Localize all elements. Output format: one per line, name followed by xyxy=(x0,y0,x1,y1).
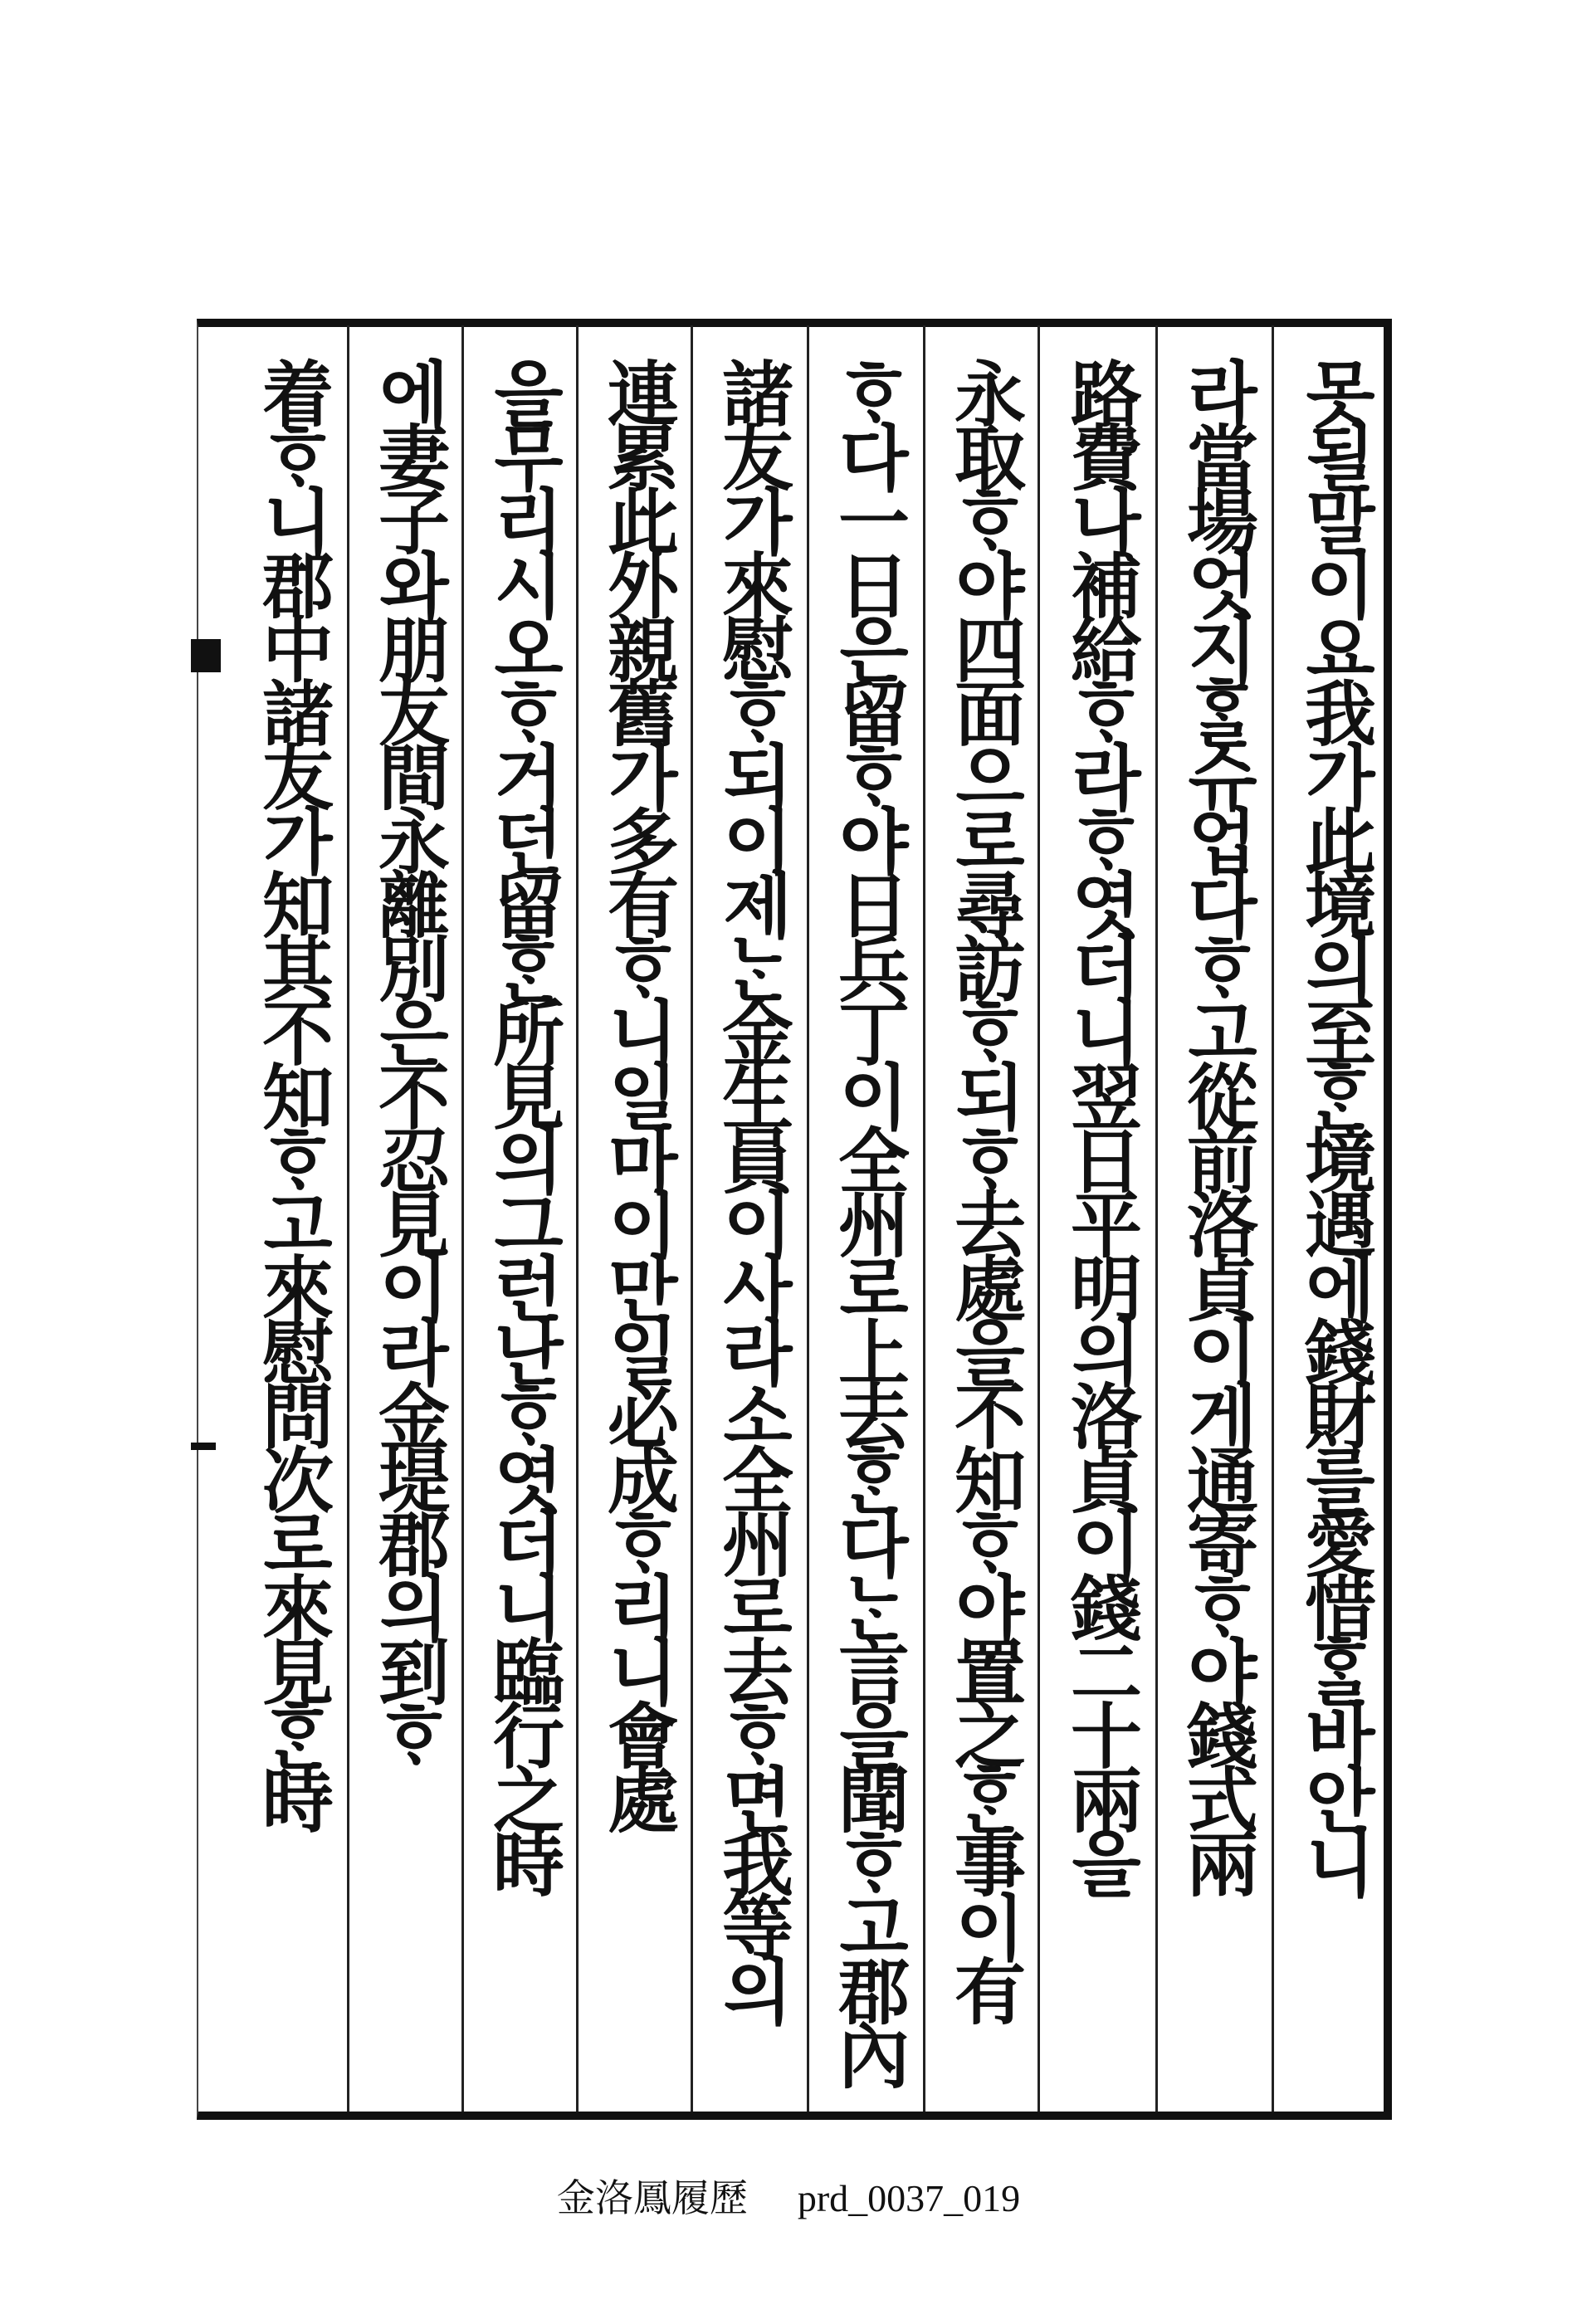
text-column-4: 永取ᄒᆞ야四面으로尋訪ᄒᆞ되ᄒᆞ去處을不知ᄒᆞ야置之ᄒᆞᆫ事이有 xyxy=(942,357,1025,2019)
text-column-7: 連累此外親舊가多有ᄒᆞ니일마이만일必成ᄒᆞ리니會處 xyxy=(595,357,678,1827)
text-column-5: ᄒᆞ다一日은留ᄒᆞ야日兵丁이全州로上去ᄒᆞᆫ다ᄂᆞᆫ言을聞ᄒᆞ고郡內 xyxy=(826,357,909,2082)
column-rule xyxy=(1038,325,1040,2112)
text-column-10: 着ᄒᆞ니郡中諸友가知其不知ᄒᆞ고來慰問次로來見ᄒᆞᆫ時 xyxy=(250,357,333,1827)
text-column-6: 諸友가來慰ᄒᆞ되이제ᄂᆞᆫ金生員이사라소全州로去ᄒᆞ면我等의 xyxy=(710,357,793,2019)
column-rule xyxy=(347,325,349,2112)
column-rule xyxy=(807,325,809,2112)
column-rule xyxy=(691,325,693,2112)
text-column-2: 라當場엇지ᄒᆞᆯ슈업다ᄒᆞ고從前洛貞이게通寄ᄒᆞ야錢式兩 xyxy=(1174,357,1257,1891)
binding-mark xyxy=(191,639,221,672)
page-caption xyxy=(0,2168,1577,2223)
text-column-9: 에妻子와朋友間永離別은不忍見이라金堤郡의到ᄒᆞ xyxy=(366,357,449,1763)
caption-title: 金洛鳳履歷 xyxy=(556,2177,748,2219)
text-column-3: 路費나補給ᄒᆞ라ᄒᆞ엿더니翌日平明의洛貞이錢二十兩을 xyxy=(1058,357,1141,1891)
caption-code: prd_0037_019 xyxy=(797,2177,1021,2219)
column-rule xyxy=(576,325,579,2112)
column-rule xyxy=(1155,325,1158,2112)
column-rule xyxy=(1272,325,1274,2112)
column-rule xyxy=(461,325,464,2112)
binding-mark xyxy=(191,1443,216,1450)
text-column-8: 을무리시오ᄒᆞ거던留ᄒᆞᆫ所見의그런난ᄒᆞ엿더니臨行之時 xyxy=(481,357,564,1891)
text-column-1: 못될말이요我가此境의至ᄒᆞᆫ境遇에錢財를愛惜ᄒᆞᆯ바안니 xyxy=(1292,357,1375,1891)
column-rule xyxy=(923,325,925,2112)
